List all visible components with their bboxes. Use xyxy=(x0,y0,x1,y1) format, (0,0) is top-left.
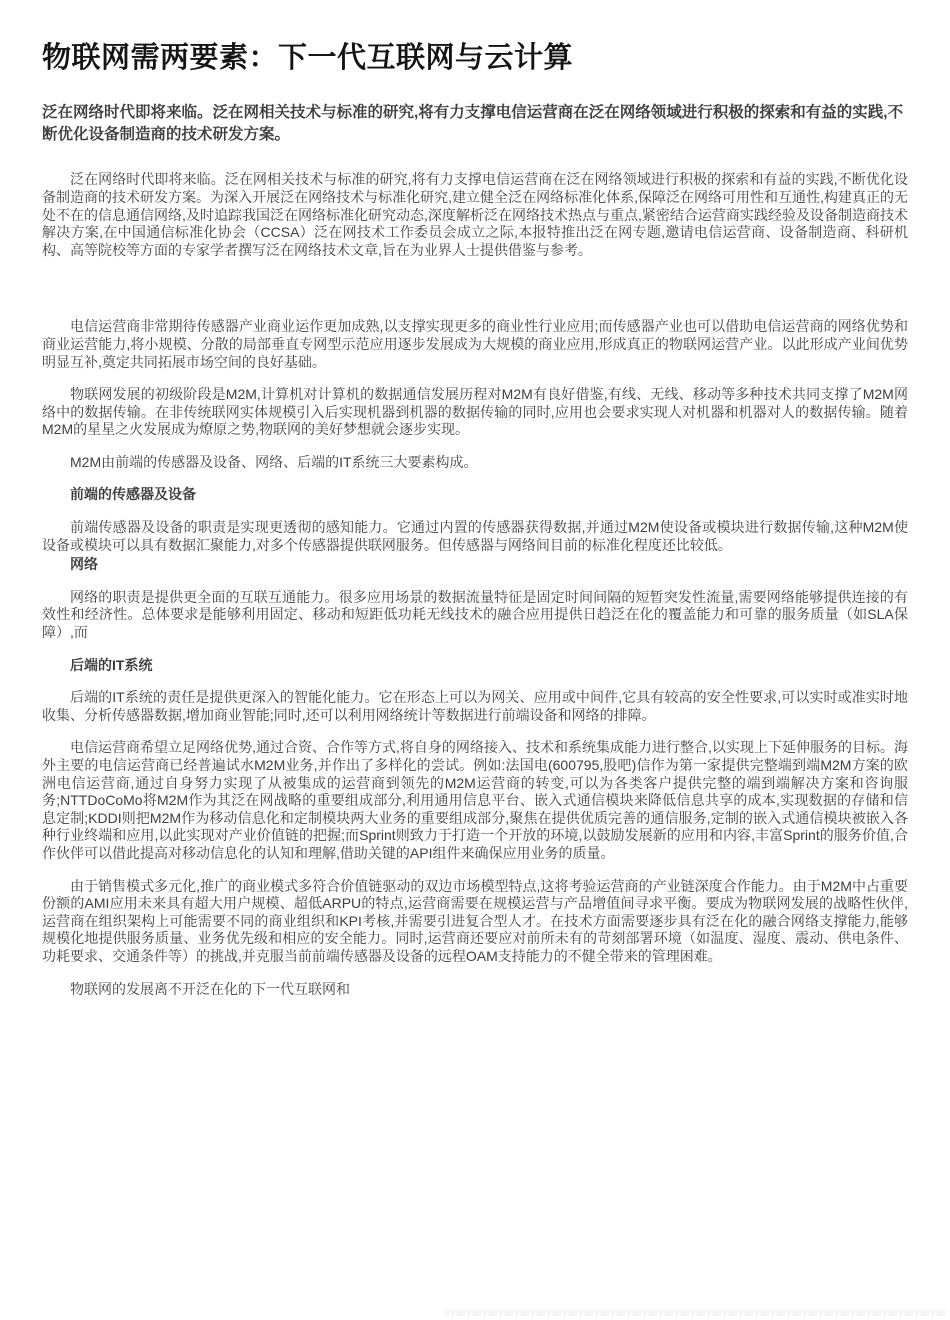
paragraph-m2m-elements: M2M由前端的传感器及设备、网络、后端的IT系统三大要素构成。 xyxy=(70,453,478,470)
page-title: 物联网需两要素：下一代互联网与云计算 xyxy=(42,42,574,74)
section-heading-backend-it: 后端的IT系统 xyxy=(70,656,153,673)
footer-watermark-strip xyxy=(445,1309,947,1316)
paragraph-business-model: 由于销售模式多元化,推广的商业模式多符合价值链驱动的双边市场模型特点,这将考验运营商的产业链深度合作能力。由于M2M中占重要份额的AMI应用未来具有超大用户规模、超低ARPU的特点,运营商需要在规模运营与产品增值间寻求平衡。要成为物联网发展的战略性伙伴,运营商在组织架构上可能需要不同的商业组织和KPI考核,并需要引进复合型人才。在技术方面需要逐步具有泛在化的融合网络支撑能力,能够规模化地提供服务质量、业务优先级和相应的安全能力。同时,运营商还要应对前所未有的苛刻部署环境（如温度、湿度、震动、供电条件、功耗要求、交通条件等）的挑战,并克服当前前端传感器及设备的远程OAM支持能力的不健全带来的管理困难。 xyxy=(42,877,908,964)
section-heading-frontend-sensors: 前端的传感器及设备 xyxy=(70,486,196,503)
paragraph-frontend-sensors: 前端传感器及设备的职责是实现更透彻的感知能力。它通过内置的传感器获得数据,并通过M2M使设备或模块进行数据传输,这种M2M使设备或模块可以具有数据汇聚能力,对多个传感器提供联网服务。但传感器与网络间目前的标准化程度还比较低。 xyxy=(42,519,908,553)
paragraph-overseas-carriers: 电信运营商希望立足网络优势,通过合资、合作等方式,将自身的网络接入、技术和系统集成能力进行整合,以实现上下延伸服务的目标。海外主要的电信运营商已经普遍试水M2M业务,并作出了多样化的尝试。例如:法国电(600795,股吧)信作为第一家提供完整端到端M2M方案的欧洲电信运营商,通过自身努力实现了从被集成的运营商到领先的M2M运营商的转变,可以为各类客户提供完整的端到端解决方案和咨询服务;NTTDoCoMo将M2M作为其泛在网战略的重要组成部分,利用通用信息平台、嵌入式通信模块来降低信息共享的成本,实现数据的存储和信息定制;KDDI则把M2M作为移动信息化和定制模块两大业务的重要组成部分,聚焦在提供优质完善的通信服务,定制的嵌入式通信模块被嵌入各种行业终端和应用,以此实现对产业价值链的把握;而Sprint则致力于打造一个开放的环境,以鼓励发展新的应用和内容,丰富Sprint的服务价值,合作伙伴可以借此提高对移动信息化的认知和理解,借助关键的API组件来确保应用业务的质量。 xyxy=(42,739,908,861)
section-spacer xyxy=(42,274,908,318)
section-heading-network: 网络 xyxy=(70,556,98,573)
paragraph-closing: 物联网的发展离不开泛在化的下一代互联网和 xyxy=(70,980,350,997)
paragraph-network: 网络的职责是提供更全面的互联互通能力。很多应用场景的数据流量特征是固定时间间隔的短暂突发性流量,需要网络能够提供连接的有效性和经济性。总体要求是能够利用固定、移动和短距低功耗无线技术的融合应用提供日趋泛在化的覆盖能力和可靠的服务质量（如SLA保障）,而 xyxy=(42,588,908,641)
paragraph-m2m-stage: 物联网发展的初级阶段是M2M,计算机对计算机的数据通信发展历程对M2M有良好借鉴,有线、无线、移动等多种技术共同支撑了M2M网络中的数据传输。在非传统联网实体规模引入后实现机器到机器的数据传输的同时,应用也会要求实现人对机器和机器对人的数据传输。随着M2M的星星之火发展成为燎原之势,物联网的美好梦想就会逐步实现。 xyxy=(42,386,908,438)
paragraph-backend-it: 后端的IT系统的责任是提供更深入的智能化能力。它在形态上可以为网关、应用或中间件,它具有较高的安全性要求,可以实时或准实时地收集、分析传感器数据,增加商业智能;同时,还可以利用网络统计等数据进行前端设备和网络的排障。 xyxy=(42,689,908,723)
paragraph-carrier-expectation: 电信运营商非常期待传感器产业商业运作更加成熟,以支撑实现更多的商业性行业应用;而传感器产业也可以借助电信运营商的网络优势和商业运营能力,将小规模、分散的局部垂直专网型示范应用逐步发展成为大规模的商业应用,形成真正的物联网运营产业。以此形成产业间优势明显互补,奠定共同拓展市场空间的良好基础。 xyxy=(42,318,908,370)
paragraph-intro: 泛在网络时代即将来临。泛在网相关技术与标准的研究,将有力支撑电信运营商在泛在网络领域进行积极的探索和有益的实践,不断优化设备制造商的技术研发方案。为深入开展泛在网络技术与标准化研究,建立健全泛在网络标准化体系,保障泛在网络可用性和互通性,构建真正的无处不在的信息通信网络,及时追踪我国泛在网络标准化研究动态,深度解析泛在网络技术热点与重点,紧密结合运营商实践经验及设备制造商技术解决方案,在中国通信标准化协会（CCSA）泛在网技术工作委员会成立之际,本报特推出泛在网专题,邀请电信运营商、设备制造商、科研机构、高等院校等方面的专家学者撰写泛在网络技术文章,旨在为业界人士提供借鉴与参考。 xyxy=(42,171,908,258)
lead-paragraph: 泛在网络时代即将来临。泛在网相关技术与标准的研究,将有力支撑电信运营商在泛在网络领域进行积极的探索和有益的实践,不断优化设备制造商的技术研发方案。 xyxy=(42,104,904,143)
